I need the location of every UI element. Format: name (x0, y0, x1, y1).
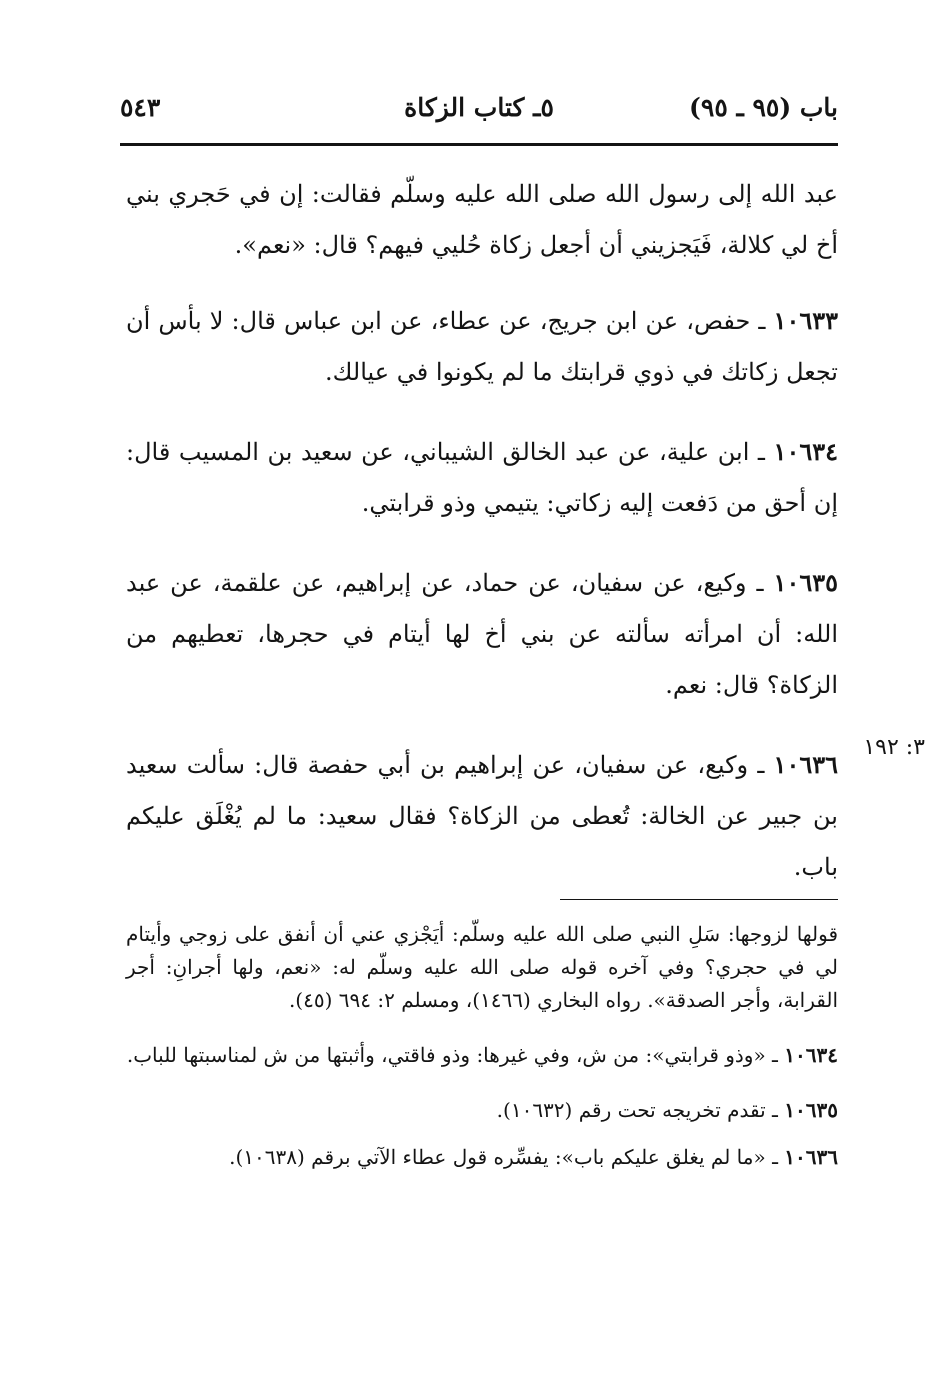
paragraph-text: ـ وكيع، عن سفيان، عن إبراهيم بن أبي حفصة قال: سألت سعيد بن جبير عن الخالة: تُعطى من الزكاة؟ فقال سعيد: ما لم يُغْلَق عليكم باب. (126, 751, 838, 881)
footnote-number: ١٠٦٣٦ (784, 1145, 838, 1169)
page-header (120, 88, 838, 134)
paragraph-number: ١٠٦٣٦ (773, 750, 838, 779)
paragraph-10636 (126, 739, 838, 893)
margin-reference: ٣: ١٩٢ (863, 735, 925, 760)
chapter-title: باب (٩٥ ـ ٩٥) (689, 93, 838, 122)
paragraph-number: ١٠٦٣٥ (773, 568, 838, 597)
footnote-10636 (126, 1141, 838, 1174)
footnote-separator (560, 899, 838, 900)
paragraph-10635 (126, 557, 838, 711)
footnote-text: ـ «ما لم يغلق عليكم باب»: يفسِّره قول عطاء الآتي برقم (١٠٦٣٨). (229, 1145, 778, 1169)
paragraph-number: ١٠٦٣٤ (773, 437, 838, 466)
footnote-number: ١٠٦٣٤ (784, 1043, 838, 1067)
paragraph-text: عبد الله إلى رسول الله صلى الله عليه وسلّم فقالت: إن في حَجري بني أخ لي كلالة، فَيَجزيني أن أجعل زكاة حُليي فيهم؟ قال: «نعم». (126, 180, 838, 259)
paragraph-10634 (126, 426, 838, 529)
header-rule (120, 143, 838, 146)
footnotes (126, 918, 838, 1196)
footnote-text: قولها لزوجها: سَلِ النبي صلى الله عليه وسلّم: أيَجْزي عني أن أنفق على زوجي وأيتام لي في حجري؟ وفي آخره قوله صلى الله عليه وسلّم له: «نعم، ولها أجرانِ: أجر القرابة، وأجر الصدقة». رواه البخاري (١٤٦٦)، ومسلم ٢: ٦٩٤ (٤٥). (126, 922, 838, 1012)
footnote-text: ـ «وذو قرابتي»: من ش، وفي غيرها: وذو فاقتي، وأثبتها من ش لمناسبتها للباب. (126, 1043, 778, 1067)
main-text (126, 168, 838, 921)
footnote-continuation (126, 918, 838, 1017)
page-number: ٥٤٣ (120, 93, 161, 122)
paragraph-text: ـ وكيع، عن سفيان، عن حماد، عن إبراهيم، عن علقمة، عن عبد الله: أن امرأته سألته عن بني أخ لها أيتام في حجرها، تعطيهم من الزكاة؟ قال: نعم. (126, 569, 838, 699)
footnote-10635 (126, 1094, 838, 1127)
paragraph-text: ـ حفص، عن ابن جريج، عن عطاء، عن ابن عباس قال: لا بأس أن تجعل زكاتك في ذوي قرابتك ما لم يكونوا في عيالك. (126, 307, 838, 386)
paragraph-text: ـ ابن علية، عن عبد الخالق الشيباني، عن سعيد بن المسيب قال: إن أحق من دَفعت إليه زكاتي: يتيمي وذو قرابتي. (126, 438, 838, 517)
paragraph-continuation (126, 168, 838, 271)
footnote-text: ـ تقدم تخريجه تحت رقم (١٠٦٣٢). (496, 1098, 778, 1122)
footnote-number: ١٠٦٣٥ (784, 1098, 838, 1122)
paragraph-number: ١٠٦٣٣ (773, 306, 838, 335)
book-title: ٥ـ كتاب الزكاة (404, 93, 554, 122)
footnote-10634 (126, 1039, 838, 1072)
paragraph-10633 (126, 295, 838, 398)
